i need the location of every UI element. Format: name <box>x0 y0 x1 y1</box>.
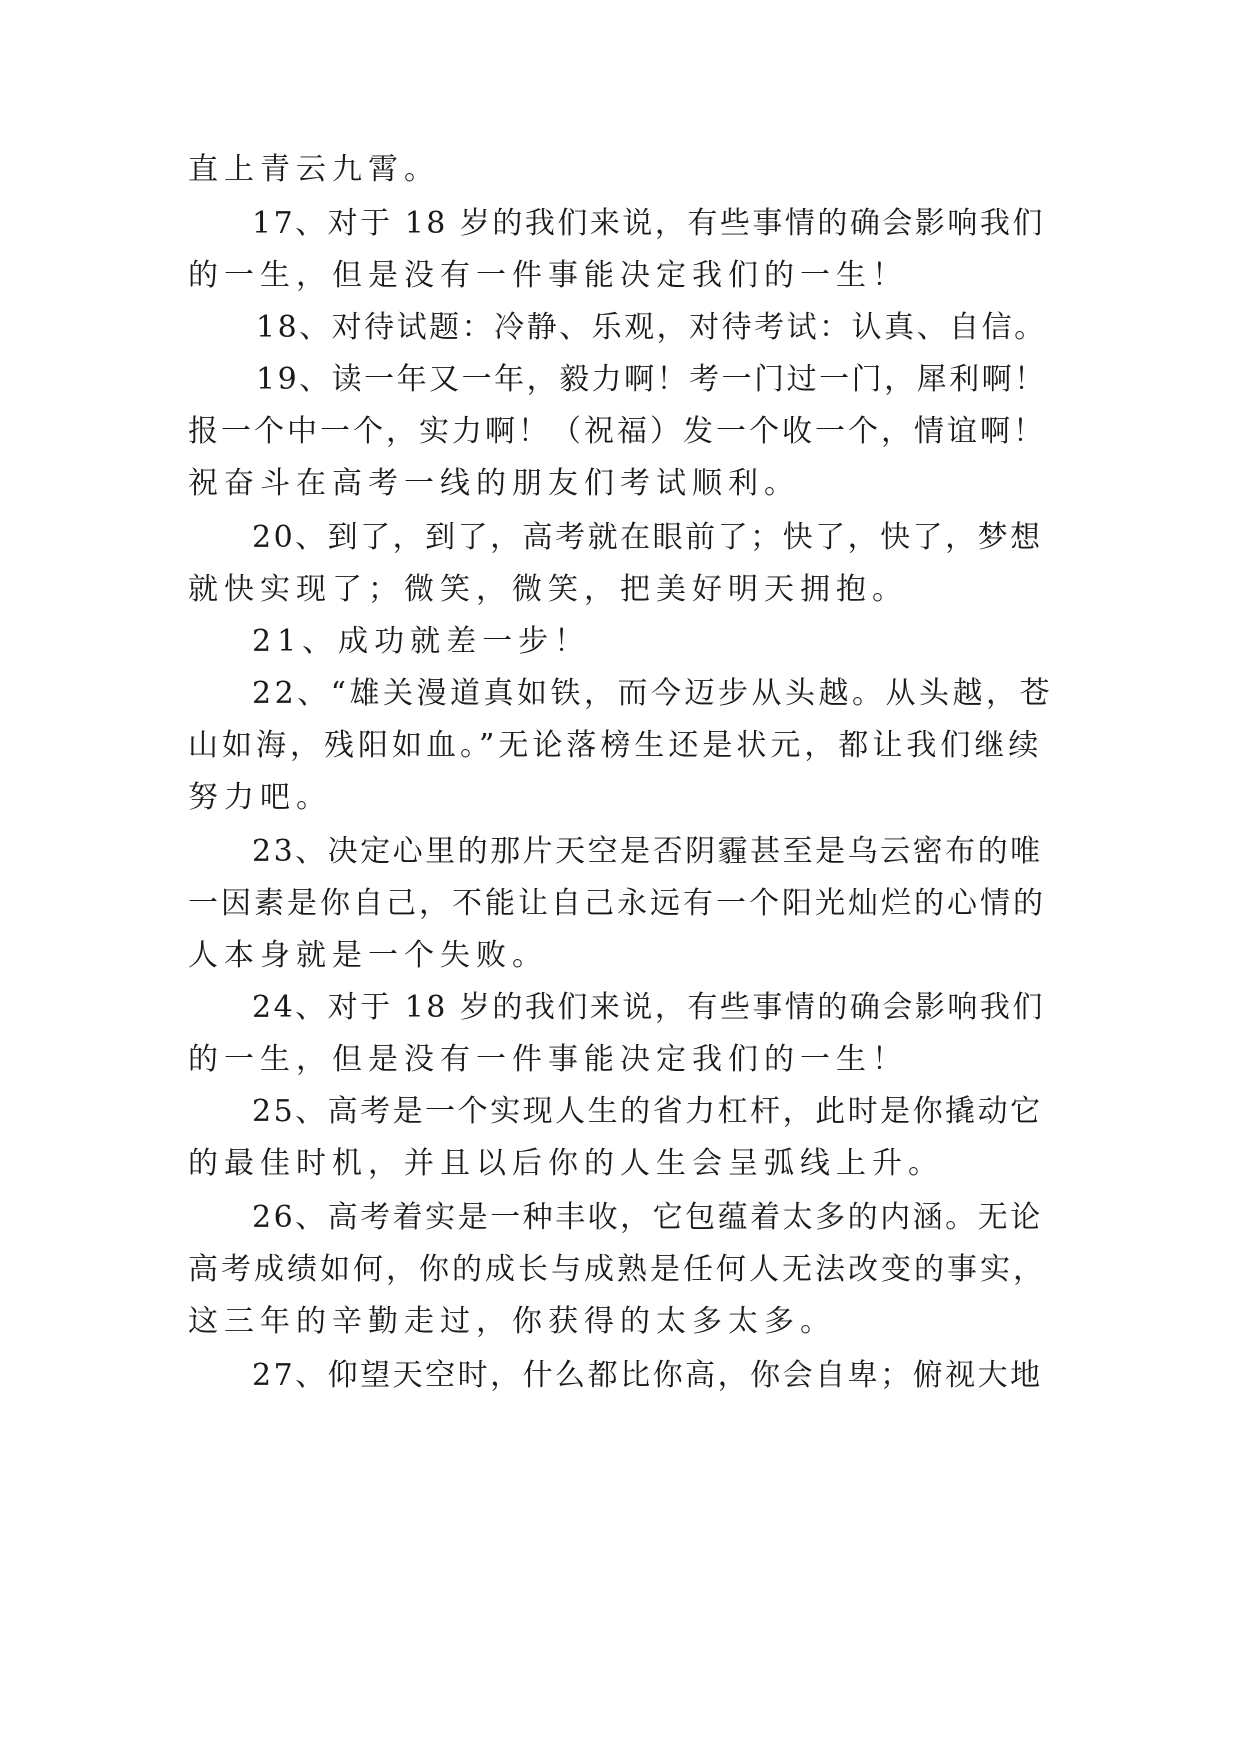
text-line: 的最佳时机，并且以后你的人生会呈弧线上升。 <box>188 1146 944 1181</box>
text-line: 22、“雄关漫道真如铁，而今迈步从头越。从头越，苍 <box>252 676 1054 711</box>
text-line: 26、高考着实是一种丰收，它包蕴着太多的内涵。无论 <box>252 1200 1043 1235</box>
text-line: 25、高考是一个实现人生的省力杠杆，此时是你撬动它 <box>252 1094 1043 1129</box>
text-line: 20、到了，到了，高考就在眼前了；快了，快了，梦想 <box>252 520 1043 555</box>
text-line: 山如海，残阳如血。”无论落榜生还是状元，都让我们继续 <box>188 728 1043 763</box>
text-line: 27、仰望天空时，什么都比你高，你会自卑；俯视大地 <box>252 1358 1043 1393</box>
text-line: 努力吧。 <box>188 780 332 815</box>
text-line: 18、对待试题：冷静、乐观，对待考试：认真、自信。 <box>256 310 1047 345</box>
text-line: 直上青云九霄。 <box>188 152 440 187</box>
text-line: 17、对于 18 岁的我们来说，有些事情的确会影响我们 <box>252 206 1045 241</box>
text-line: 23、决定心里的那片天空是否阴霾甚至是乌云密布的唯 <box>252 834 1043 869</box>
text-line: 24、对于 18 岁的我们来说，有些事情的确会影响我们 <box>252 990 1045 1025</box>
text-line: 就快实现了；微笑，微笑，把美好明天拥抱。 <box>188 572 908 607</box>
text-line: 的一生，但是没有一件事能决定我们的一生！ <box>188 258 908 293</box>
text-line: 21、成功就差一步！ <box>252 624 591 659</box>
text-line: 祝奋斗在高考一线的朋友们考试顺利。 <box>188 466 800 501</box>
text-line: 报一个中一个，实力啊！（祝福）发一个收一个，情谊啊！ <box>188 414 1046 449</box>
text-line: 的一生，但是没有一件事能决定我们的一生！ <box>188 1042 908 1077</box>
text-line: 这三年的辛勤走过，你获得的太多太多。 <box>188 1304 836 1339</box>
text-line: 高考成绩如何，你的成长与成熟是任何人无法改变的事实， <box>188 1252 1046 1287</box>
text-line: 19、读一年又一年，毅力啊！考一门过一门，犀利啊！ <box>256 362 1047 397</box>
text-line: 一因素是你自己，不能让自己永远有一个阳光灿烂的心情的 <box>188 886 1046 921</box>
document-page <box>188 0 1054 1754</box>
text-line: 人本身就是一个失败。 <box>188 938 548 973</box>
